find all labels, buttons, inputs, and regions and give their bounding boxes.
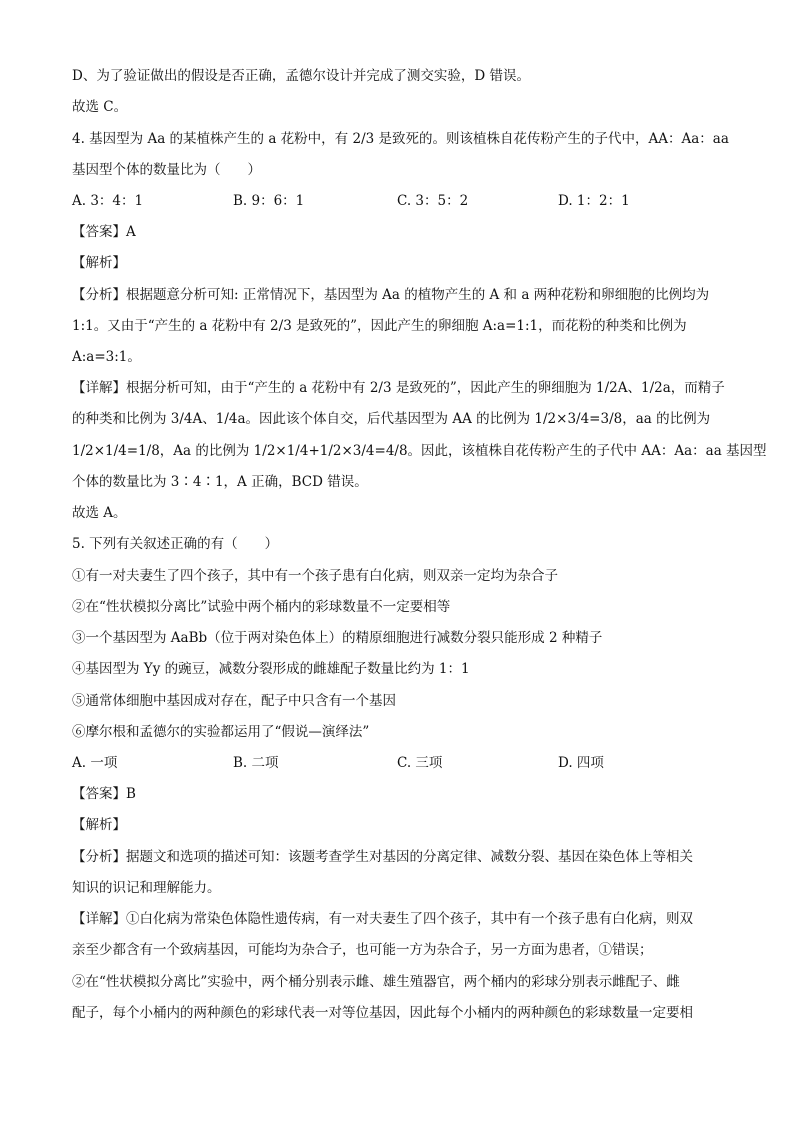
statement-6: ⑥摩尔根和孟德尔的实验都运用了“假说—演绎法” (72, 724, 370, 740)
question-5-stem: 5. 下列有关叙述正确的有（ ） (72, 536, 279, 552)
text-line: D、为了验证做出的假设是否正确，孟德尔设计并完成了测交实验，D 错误。 (72, 68, 530, 84)
statement-2: ②在“性状模拟分离比”试验中两个桶内的彩球数量不一定要相等 (72, 599, 451, 615)
answer-label: 【答案】A (72, 224, 136, 240)
statement-3: ③一个基因型为 AaBb（位于两对染色体上）的精原细胞进行减数分裂只能形成 2 种精子 (72, 630, 603, 646)
option-d: D. 1：2：1 (558, 193, 630, 209)
text-line: 故选 C。 (72, 99, 128, 115)
question-4-options (0, 191, 794, 211)
option-d: D. 四项 (558, 755, 604, 771)
conclusion-text: 故选 A。 (72, 505, 127, 521)
detail-text: ②在“性状模拟分离比”实验中，两个桶分别表示雌、雄生殖器官，两个桶内的彩球分别表示雌配子、雌 (72, 974, 680, 990)
analysis-text: 【分析】根据题意分析可知: 正常情况下，基因型为 Aa 的植物产生的 A 和 a 两种花粉和卵细胞的比例均为 (72, 287, 710, 303)
option-b: B. 9：6：1 (233, 193, 305, 209)
statement-1: ①有一对夫妻生了四个孩子，其中有一个孩子患有白化病，则双亲一定均为杂合子 (72, 568, 558, 584)
analysis-heading: 【解析】 (72, 255, 126, 271)
analysis-text: 【分析】据题文和选项的描述可知：该题考查学生对基因的分离定律、减数分裂、基因在染色体上等相关 (72, 849, 693, 865)
analysis-text: A:a=3:1。 (72, 349, 141, 365)
option-c: C. 三项 (397, 755, 443, 771)
analysis-text: 知识的识记和理解能力。 (72, 880, 221, 896)
detail-text: 1/2×1/4=1/8，Aa 的比例为 1/2×1/4+1/2×3/4=4/8。因此，该植株自花传粉产生的子代中 AA：Aa：aa 基因型 (72, 443, 767, 459)
analysis-text: 1:1。又由于“产生的 a 花粉中有 2/3 是致死的”，因此产生的卵细胞 A:a=1:1，而花粉的种类和比例为 (72, 318, 687, 334)
detail-text: 亲至少都含有一个致病基因，可能均为杂合子，也可能一方为杂合子，另一方面为患者，①错误； (72, 942, 653, 958)
statement-4: ④基因型为 Yy 的豌豆，减数分裂形成的雌雄配子数量比约为 1：1 (72, 661, 470, 677)
analysis-heading: 【解析】 (72, 817, 126, 833)
detail-text: 个体的数量比为 3∶4∶1，A 正确，BCD 错误。 (72, 474, 368, 490)
detail-text: 配子，每个小桶内的两种颜色的彩球代表一对等位基因，因此每个小桶内的两种颜色的彩球数量一定要相 (72, 1005, 693, 1021)
statement-5: ⑤通常体细胞中基因成对存在，配子中只含有一个基因 (72, 693, 396, 709)
answer-label: 【答案】B (72, 786, 136, 802)
question-5-options (0, 753, 794, 773)
option-a: A. 3：4：1 (72, 193, 144, 209)
question-4-stem: 4. 基因型为 Aa 的某植株产生的 a 花粉中，有 2/3 是致死的。则该植株自花传粉产生的子代中，AA：Aa：aa (72, 131, 729, 147)
detail-text: 【详解】①白化病为常染色体隐性遗传病，有一对夫妻生了四个孩子，其中有一个孩子患有白化病，则双 (72, 911, 693, 927)
detail-text: 【详解】根据分析可知，由于“产生的 a 花粉中有 2/3 是致死的”，因此产生的卵细胞为 1/2A、1/2a，而精子 (72, 380, 725, 396)
option-c: C. 3：5：2 (397, 193, 469, 209)
question-4-stem-cont: 基因型个体的数量比为（ ） (72, 162, 261, 178)
option-a: A. 一项 (72, 755, 118, 771)
option-b: B. 二项 (233, 755, 279, 771)
detail-text: 的种类和比例为 3/4A、1/4a。因此该个体自交，后代基因型为 AA 的比例为 1/2×3/4=3/8，aa 的比例为 (72, 411, 711, 427)
